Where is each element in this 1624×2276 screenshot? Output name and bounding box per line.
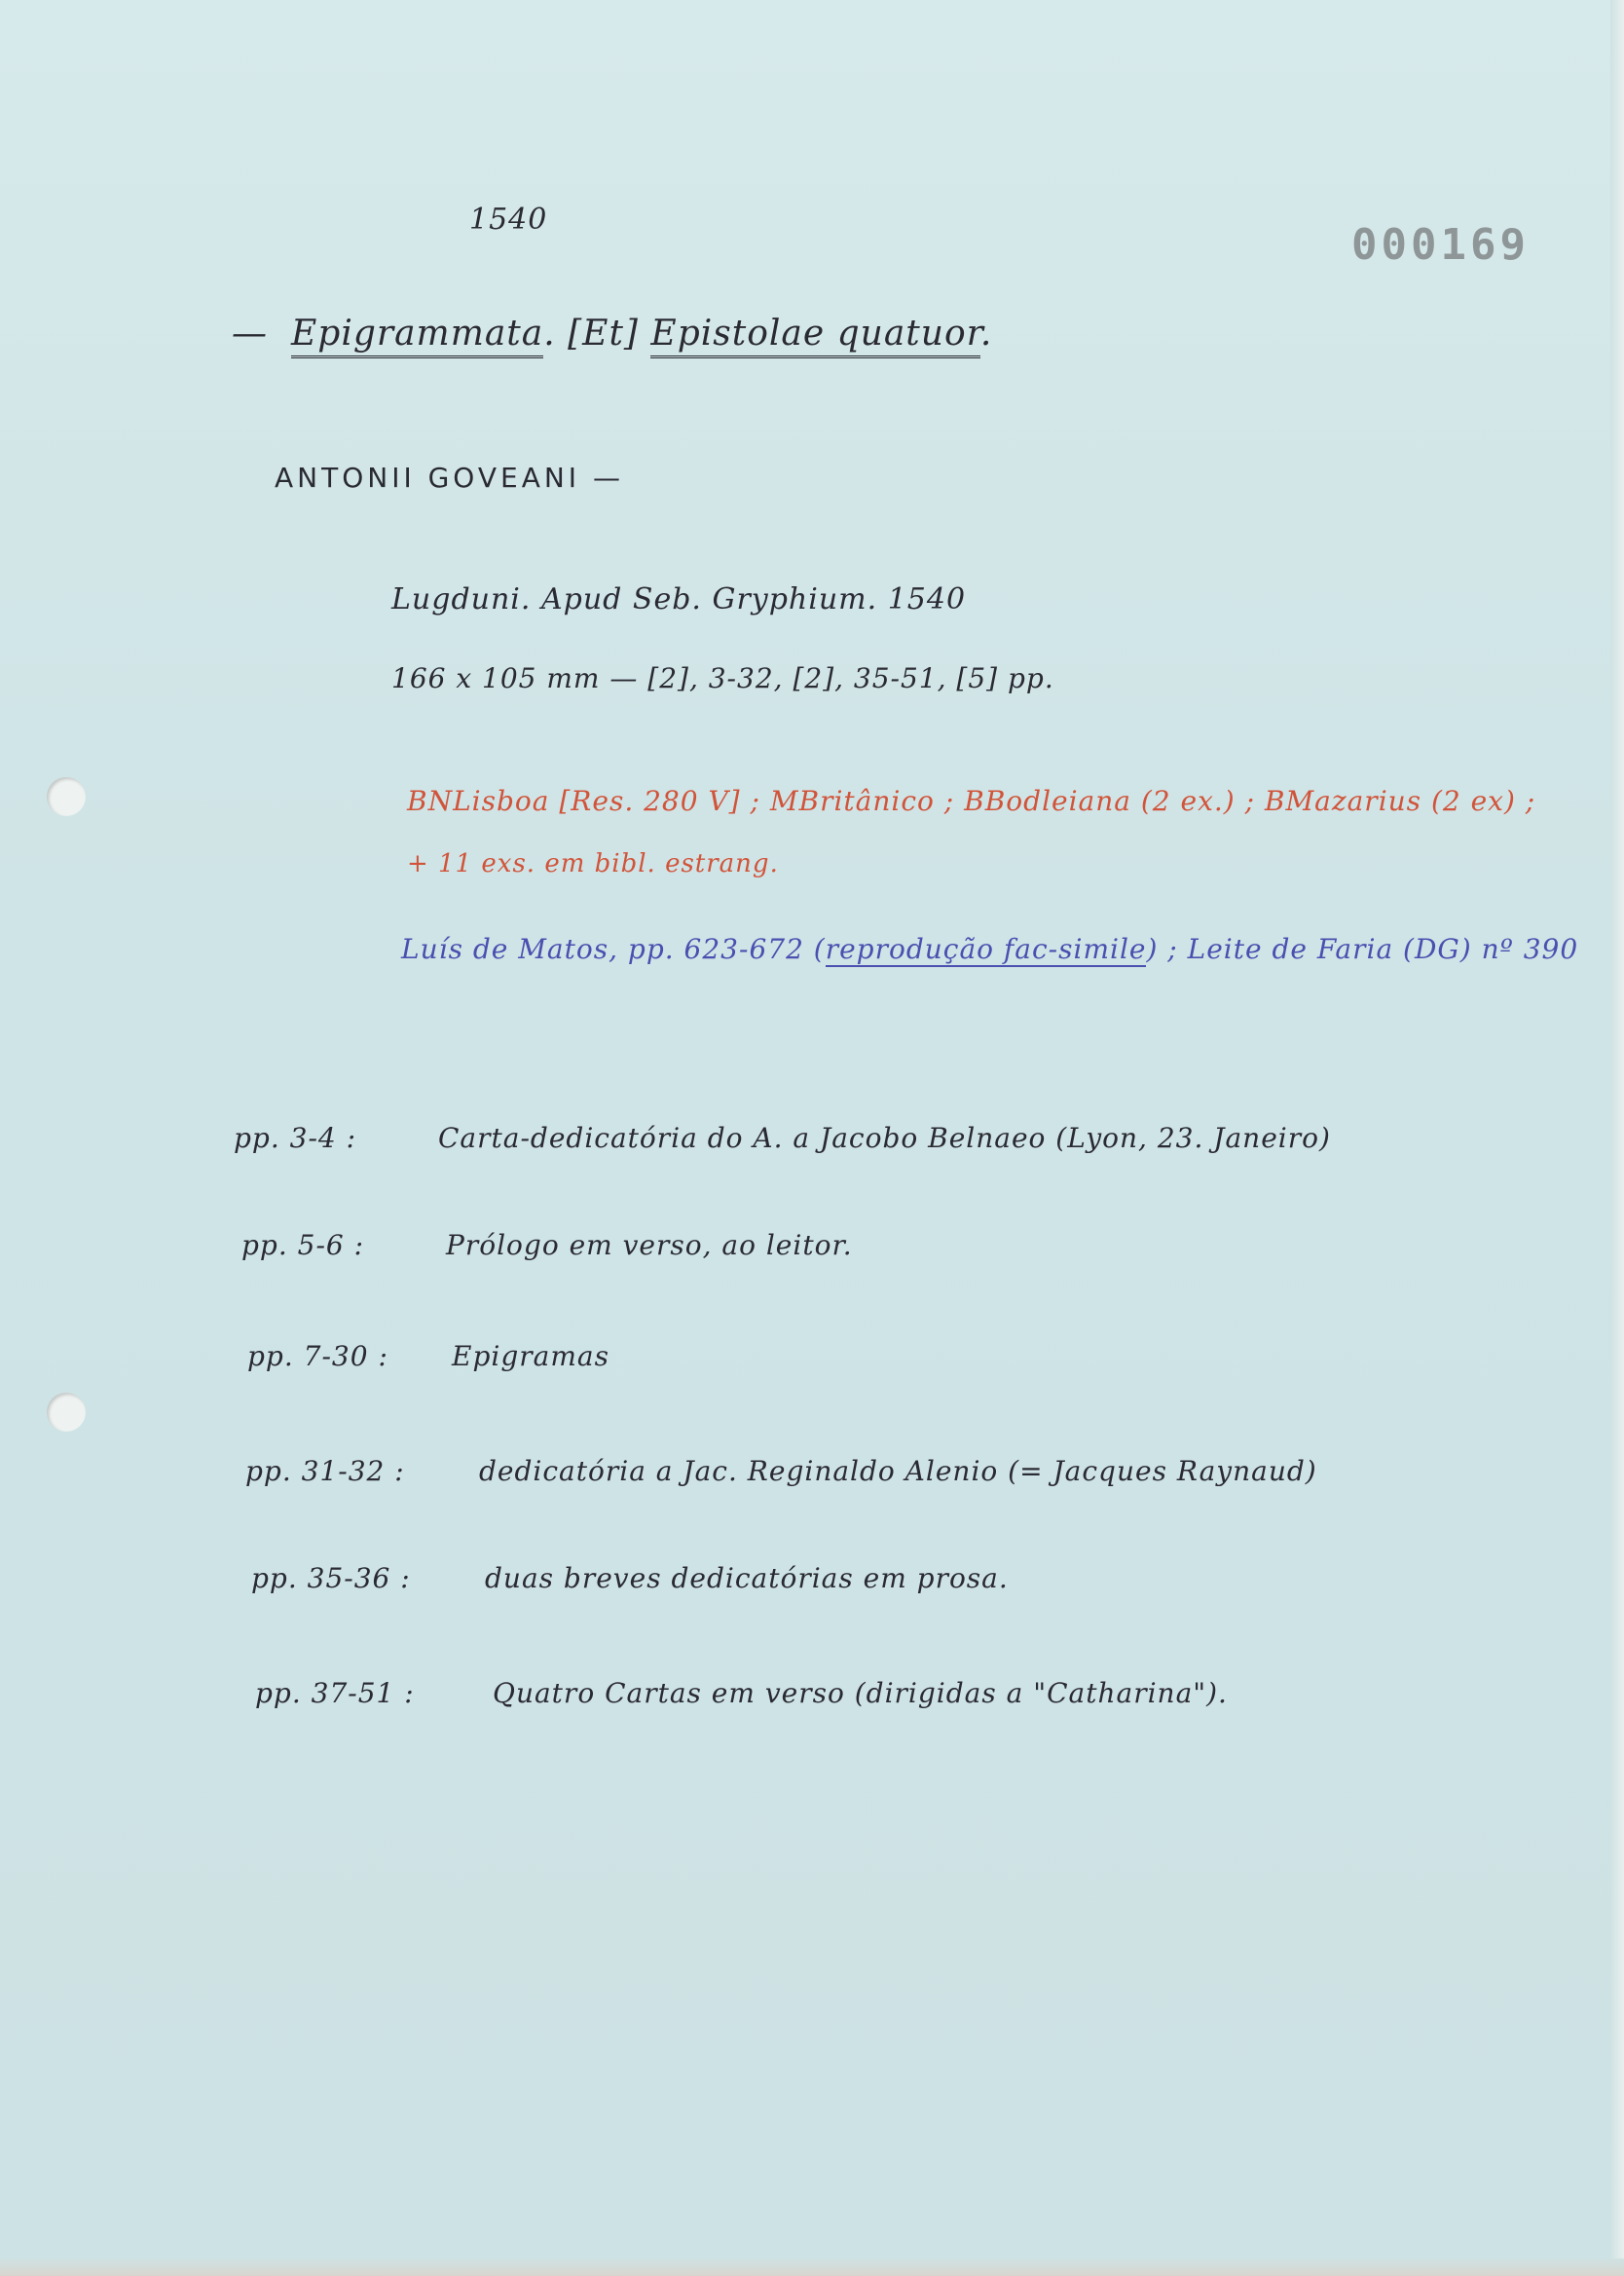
contents-row <box>251 1562 1009 1594</box>
contents-desc: Prólogo em verso, ao leitor. <box>446 1229 853 1261</box>
stamp-number: 000169 <box>1351 220 1530 270</box>
contents-row <box>255 1677 1228 1709</box>
holdings-line-2: + 11 exs. em bibl. estrang. <box>407 849 779 878</box>
paper-edge-right <box>1610 0 1624 2276</box>
contents-desc: Quatro Cartas em verso (dirigidas a "Catharina"). <box>493 1677 1228 1709</box>
contents-pages: pp. 3-4 : <box>234 1122 357 1154</box>
imprint: Lugduni. Apud Seb. Gryphium. 1540 <box>391 582 967 616</box>
punch-hole-icon <box>47 1393 86 1432</box>
references-before: Luís de Matos, pp. 623-672 ( <box>401 933 826 965</box>
contents-row <box>241 1229 853 1261</box>
title-connector: . [Et] <box>543 314 639 354</box>
contents-pages: pp. 31-32 : <box>245 1455 405 1487</box>
contents-row <box>234 1122 1331 1154</box>
collation: 166 x 105 mm — [2], 3-32, [2], 35-51, [5] pp. <box>391 662 1054 694</box>
title-part-1: Epigrammata <box>291 314 543 358</box>
year: 1540 <box>469 203 548 237</box>
references <box>401 933 1578 965</box>
references-underlined: reprodução fac-simile <box>825 933 1147 965</box>
contents-pages: pp. 35-36 : <box>251 1562 411 1594</box>
title-end: . <box>979 314 993 354</box>
references-after: ) ; Leite de Faria (DG) nº 390 <box>1146 933 1579 965</box>
contents-pages: pp. 5-6 : <box>241 1229 365 1261</box>
paper-edge-bottom <box>0 2258 1624 2276</box>
contents-desc: Carta-dedicatória do A. a Jacobo Belnaeo (Lyon, 23. Janeiro) <box>438 1122 1331 1154</box>
contents-pages: pp. 37-51 : <box>255 1677 415 1709</box>
contents-desc: Epigramas <box>452 1340 609 1372</box>
author: ANTONII GOVEANI — <box>275 462 624 494</box>
title-part-2: Epistolae quatuor <box>650 314 979 358</box>
contents-pages: pp. 7-30 : <box>247 1340 388 1372</box>
title-dash: — <box>232 314 268 354</box>
punch-hole-icon <box>47 777 86 816</box>
holdings-line-1: BNLisboa [Res. 280 V] ; MBritânico ; BBodleiana (2 ex.) ; BMazarius (2 ex) ; <box>407 785 1536 817</box>
contents-desc: dedicatória a Jac. Reginaldo Alenio (= Jacques Raynaud) <box>479 1455 1317 1487</box>
contents-row <box>245 1455 1317 1487</box>
title <box>232 314 992 354</box>
contents-row <box>247 1340 609 1372</box>
contents-desc: duas breves dedicatórias em prosa. <box>485 1562 1009 1594</box>
